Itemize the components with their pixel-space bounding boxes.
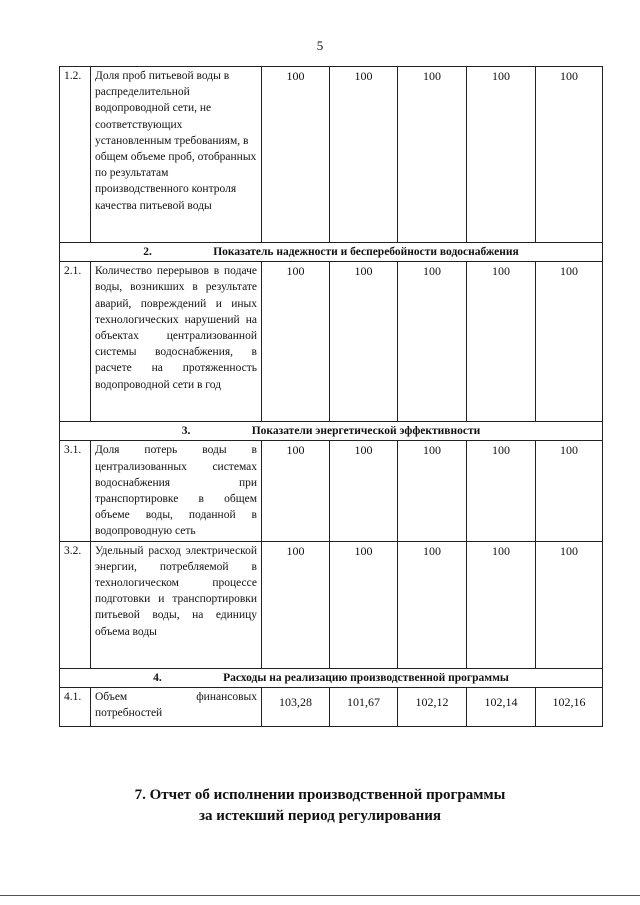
value-cell: 100 (536, 441, 603, 541)
indicators-table (59, 66, 603, 727)
indicator-name: Доля потерь воды в централизованных системах водоснабжения при транспортировке в общем объеме воды, поданной в водопроводную сеть (91, 441, 262, 541)
section-row (60, 668, 603, 687)
value-cell: 100 (467, 441, 536, 541)
table-row (60, 541, 603, 668)
value-cell: 100 (398, 541, 467, 668)
value-cell: 100 (536, 67, 603, 243)
row-number: 3.2. (60, 541, 91, 668)
value-cell: 100 (262, 541, 330, 668)
row-number: 4.1. (60, 687, 91, 726)
value-cell: 102,16 (536, 687, 603, 726)
report-title-line2: за истекший период регулирования (198, 808, 442, 824)
value-cell: 100 (536, 541, 603, 668)
row-number: 2.1. (60, 262, 91, 422)
indicator-name: Удельный расход электрической энергии, потребляемой в технологическом процессе подготовки и транспортировки питьевой воды, на единицу объема воды (91, 541, 262, 668)
value-cell: 100 (467, 67, 536, 243)
table-row (60, 441, 603, 541)
value-cell: 102,14 (467, 687, 536, 726)
section-title: Расходы на реализацию производственной программы (223, 671, 509, 684)
value-cell: 100 (330, 441, 398, 541)
indicator-name: Доля проб питьевой воды в распределительной водопроводной сети, не соответствующих установленным требованиям, в общем объеме проб, отобранных по результатам производственного контроля качества питьевой воды (91, 67, 262, 243)
value-cell: 102,12 (398, 687, 467, 726)
value-cell: 101,67 (330, 687, 398, 726)
indicator-name: Объем финансовых потребностей (91, 687, 262, 726)
value-cell: 100 (330, 262, 398, 422)
value-cell: 100 (536, 262, 603, 422)
value-cell: 100 (467, 262, 536, 422)
value-cell: 100 (398, 262, 467, 422)
section-title: Показатель надежности и бесперебойности водоснабжения (213, 246, 519, 258)
indicator-name: Количество перерывов в подаче воды, возникших в результате аварий, повреждений и иных технологических нарушений на объектах централизованной системы водоснабжения, в расчете на протяженность водопроводной сети в год (91, 262, 262, 422)
row-number: 1.2. (60, 67, 91, 243)
value-cell: 100 (398, 67, 467, 243)
table-row (60, 262, 603, 422)
table-row (60, 67, 603, 243)
value-cell: 100 (262, 262, 330, 422)
section-row (60, 422, 603, 441)
page-bottom-rule (0, 895, 640, 896)
page-number: 5 (316, 38, 324, 53)
value-cell: 100 (398, 441, 467, 541)
section-row (60, 243, 603, 262)
section-number: 4. (153, 671, 162, 684)
section-number: 3. (181, 425, 191, 438)
value-cell: 100 (262, 67, 330, 243)
value-cell: 103,28 (262, 687, 330, 726)
value-cell: 100 (262, 441, 330, 541)
report-title-line1: 7. Отчет об исполнении производственной программы (134, 787, 506, 803)
value-cell: 100 (467, 541, 536, 668)
row-number: 3.1. (60, 441, 91, 541)
report-section-title (0, 785, 640, 827)
section-number: 2. (143, 246, 152, 258)
section-title: Показатели энергетической эффективности (251, 425, 481, 438)
table-row (60, 687, 603, 726)
value-cell: 100 (330, 541, 398, 668)
value-cell: 100 (330, 67, 398, 243)
